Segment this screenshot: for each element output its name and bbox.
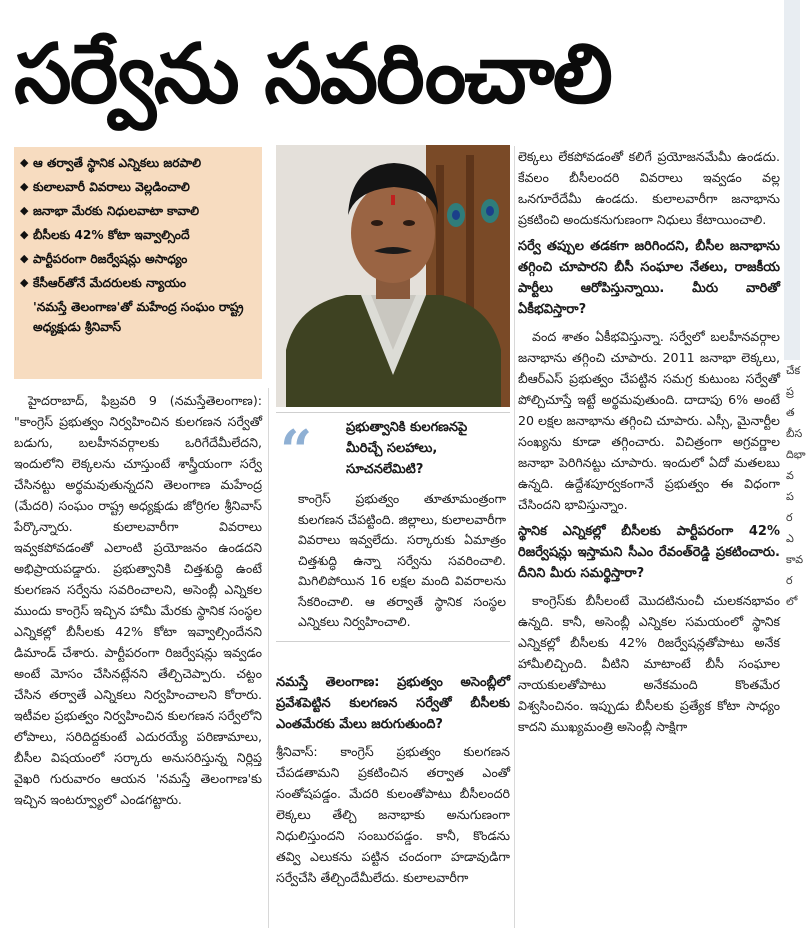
article-column-1: [14, 390, 262, 816]
adjacent-article-edge: [784, 0, 800, 360]
highlight-text: జనాభా మేరకు నిధులవాటా కావాలి: [33, 204, 200, 218]
interview-question: నమస్తే తెలంగాణ: ప్రభుత్వం అసెంబ్లీలో ప్రవేశపెట్టిన కులగణన సర్వేతో బీసీలకు ఎంతమేరకు మేలు జరుగుతుంది?: [276, 675, 510, 732]
highlight-text: బీసీలకు 42% కోటా ఇవ్వాల్సిందే: [33, 228, 190, 242]
bullet-icon: ◆: [20, 180, 29, 193]
highlight-item: [20, 201, 256, 221]
portrait-illustration: [276, 145, 510, 407]
pull-quote-box: [276, 412, 510, 642]
adjacent-article-text: చేకప్రతబీసదిభావపరఎకావరలో: [786, 364, 806, 608]
highlight-subtitle: 'నమస్తే తెలంగాణ'తో మహేంద్ర సంఘం రాష్ట్ర అధ్యక్షుడు శ్రీనివాస్: [33, 300, 244, 334]
bullet-icon: ◆: [20, 228, 29, 241]
highlight-item: [20, 273, 256, 293]
bullet-icon: ◆: [20, 276, 29, 289]
highlight-item: [20, 249, 256, 269]
highlights-box: [14, 147, 262, 379]
portrait-photo: [276, 145, 510, 407]
article-column-3: [518, 146, 780, 743]
interview-answer: వంద శాతం ఏకీభవిస్తున్నా. సర్వేలో బలహీనవర్గాల జనాభాను తగ్గించి చూపారు. 2011 జనాభా లెక్కలు, బీఆర్‌ఎస్ ప్రభుత్వం చేపట్టిన సమగ్ర కుటుంబ సర్వేతో పోల్చిచూస్తే ఇట్టే అర్థమవుతుంది. దాదాపు 6% అంటే 20 లక్షల జనాభాను తగ్గించి చూపారు. ఎస్సీ, మైనార్టీల సంఖ్యను కూడా తగ్గించారు. విచిత్రంగా అగ్రవర్ణాల జనాభా పెరిగినట్టు చూపారు. ఇందులో ఏదో మతలబు ఉన్నది. ఉద్దేశపూర్వకంగానే ప్రభుత్వం ఈ విధంగా చేసిందని భావిస్తున్నాం.: [518, 329, 780, 512]
interview-question: స్థానిక ఎన్నికల్లో బీసీలకు పార్టీపరంగా 42% రిజర్వేషన్లు ఇస్తామని సీఎం రేవంత్‌రెడ్డి ప్రకటించారు. దీనిని మీరు సమర్థిస్తారా?: [518, 524, 780, 581]
bullet-icon: ◆: [20, 204, 29, 217]
article-paragraph: హైదరాబాద్, ఫిబ్రవరి 9 (నమస్తేతెలంగాణ): "కాంగ్రెస్ ప్రభుత్వం నిర్వహించిన కులగణన సర్వేతో బడుగు, బలహీనవర్గాలకు ఒరిగేదేమీలేదని, ఇందులోని లెక్కలను చూస్తుంటే శాస్త్రీయంగా సర్వే చేసినట్టు అర్థమవుతున్నదని తెలంగాణ మహేంద్ర (మేదరి) సంఘం రాష్ట్ర అధ్యక్షుడు జోర్రిగల శ్రీనివాస్ పేర్కొన్నారు. కులాలవారీగా వివరాలు ఇవ్వకపోవడంతో ఎలాంటి ప్రయోజనం ఉండదని అభిప్రాయపడ్డారు. ప్రభుత్వానికి చిత్తశుద్ధి ఉంటే కులగణన సర్వేను సవరించాలని, అసెంబ్లీ ఎన్నికల ముందు కాంగ్రెస్ ఇచ్చిన హామీ మేరకు స్థానిక సంస్థల ఎన్నికల్లో బీసీలకు 42% కోటా ఇవ్వాల్సిందేనని డిమాండ్ చేశారు. పార్టీపరంగా రిజర్వేషన్లు ఇవ్వడం అంటే మోసం చేసినట్లేనని తేల్చిచెప్పారు. చట్టం చేసిన తర్వాతే ఎన్నికలు నిర్వహించాలని కోరారు. ఇటీవల ప్రభుత్వం నిర్వహించిన కులగణన సర్వేలోని లోపాలు, సరిదిద్దకుంటే ఎదురయ్యే పరిణామాలు, బీసీల విషయంలో సర్కారు అనుసరిస్తున్న నిర్లిప్త వైఖరి గురువారం ఆయన 'నమస్తే తెలంగాణ'కు ఇచ్చిన ఇంటర్వ్యూలో ఎండగట్టారు.: [14, 393, 262, 807]
interview-question: సర్వే తప్పుల తడకగా జరిగిందని, బీసీల జనాభాను తగ్గించి చూపారని బీసీ సంఘాల నేతలు, రాజకీయ పార్టీలు ఆరోపిస్తున్నాయి. మీరు వారితో ఏకీభవిస్తారా?: [518, 239, 780, 317]
highlight-text: పార్టీపరంగా రిజర్వేషన్లు అసాధ్యం: [33, 252, 188, 266]
pull-quote-answer: కాంగ్రెస్ ప్రభుత్వం తూతూమంత్రంగా కులగణన చేపట్టింది. జిల్లాలు, కులాలవారీగా వివరాలు ఇవ్వలేదు. సర్కారుకు ఏమాత్రం చిత్తశుద్ధి ఉన్నా సర్వేను సవరించాలి. మిగిలిపోయిన 16 లక్షల మంది వివరాలను సేకరించాలి. ఆ తర్వాతే స్థానిక సంస్థల ఎన్నికలు నిర్వహించాలి.: [298, 491, 506, 629]
highlight-item: [20, 177, 256, 197]
highlight-item: [20, 225, 256, 245]
column-divider: [514, 146, 515, 928]
bullet-icon: ◆: [20, 156, 29, 169]
headline: సర్వేను సవరించాలి: [14, 27, 611, 122]
highlight-text: ఆ తర్వాతే స్థానిక ఎన్నికలు జరపాలి: [33, 156, 201, 170]
article-column-2: [276, 672, 510, 894]
highlight-text: కేసీఆర్‌తోనే మేదరులకు న్యాయం: [33, 276, 187, 290]
column-divider: [268, 388, 269, 928]
highlight-item: [20, 153, 256, 173]
quote-icon: “: [280, 418, 313, 484]
pull-quote-question: ప్రభుత్వానికి కులగణనపై మీరిచ్చే సలహాలు, సూచనలేమిటి?: [346, 420, 468, 477]
interview-answer: కాంగ్రెస్‌కు బీసీలంటే మొదటినుంచీ చులకనభావం ఉన్నది. కానీ, అసెంబ్లీ ఎన్నికల సమయంలో స్థానిక ఎన్నికల్లో బీసీలకు 42% రిజర్వేషన్లతోపాటు అనేక హామీలిచ్చింది. వీటిని మాటాంటే బీసీ సంఘాల నాయకులతోపాటు అనేకమంది కొంతమేర విశ్వసించినం. ఇప్పుడు బీసీలకు ప్రత్యేక కోటా సాధ్యం కాదని ముఖ్యమంత్రి అసెంబ్లీ సాక్షిగా: [518, 593, 780, 734]
bullet-icon: ◆: [20, 252, 29, 265]
highlight-text: కులాలవారీ వివరాలు వెల్లడించాలి: [33, 180, 190, 194]
interview-answer: శ్రీనివాస్: కాంగ్రెస్ ప్రభుత్వం కులగణన చేపడతామని ప్రకటించిన తర్వాత ఎంతో సంతోషపడ్డం. మేదరి కులంతోపాటు బీసీలందరి లెక్కలు తేల్చి జనాభాకు అనుగుణంగా నిధులిస్తుందని సంబురపడ్డం. కానీ, కొండను తవ్వి ఎలుకను పట్టిన చందంగా హడావుడిగా సర్వేచేసి తేల్చిందేమీలేదు. కులాలవారీగా: [276, 744, 510, 885]
article-paragraph: లెక్కలు లేకపోవడంతో కలిగే ప్రయోజనమేమీ ఉండదు. కేవలం బీసీలందరి వివరాలు ఇవ్వడం వల్ల ఒనగూరేదేమీ ఉండదు. కులాలవారీగా జనాభాను ప్రకటించి అందుకనుగుణంగా నిధులు కేటాయించాలి.: [518, 149, 780, 227]
